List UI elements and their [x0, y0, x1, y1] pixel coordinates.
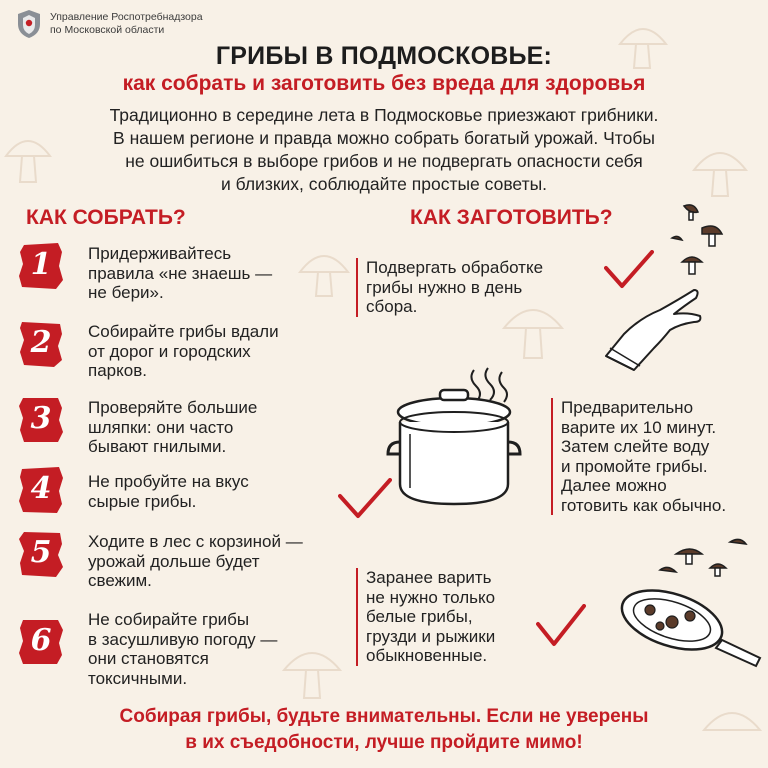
number-badge — [18, 466, 64, 514]
collect-item — [18, 396, 368, 457]
pan-icon — [590, 530, 766, 678]
number-label: 6 — [30, 623, 52, 658]
text-line: Собирайте грибы вдали — [88, 322, 279, 341]
footer-line: Собирая грибы, будьте внимательны. Если не уверены — [119, 706, 649, 727]
emblem-icon — [14, 8, 44, 40]
text-line: готовить как обычно. — [561, 495, 727, 515]
organization-name — [50, 11, 203, 37]
text-line: в засушливую погоду — — [88, 629, 278, 649]
text-line: свежим. — [88, 571, 152, 590]
text-line: Придерживайтесь — [88, 244, 232, 263]
prepare-heading: КАК ЗАГОТОВИТЬ? — [410, 206, 613, 229]
text-line: не нужно только — [366, 587, 496, 607]
text-line: и промойте грибы. — [561, 456, 708, 476]
text-line: бывают гнилыми. — [88, 437, 227, 456]
intro-line: Традиционно в середине лета в Подмосковье приезжают грибники. — [109, 105, 659, 125]
footer-line: в их съедобности, лучше пройдите мимо! — [185, 732, 583, 753]
organization-header — [14, 8, 203, 40]
text-line: Предварительно — [561, 398, 694, 417]
text-line: Заранее варить — [366, 568, 492, 587]
text-line: Не пробуйте на вкус — [88, 472, 249, 491]
number-label: 5 — [30, 535, 52, 570]
number-badge — [18, 242, 64, 290]
text-line: от дорог и городских — [88, 341, 251, 361]
text-line: Подвергать обработке — [366, 258, 544, 277]
text-line: Далее можно — [561, 476, 667, 495]
prepare-block — [551, 398, 726, 515]
number-badge — [18, 396, 64, 444]
text-line: правила «не знаешь — — [88, 263, 273, 283]
collect-item-text — [88, 396, 257, 457]
text-line: Не собирайте грибы — [88, 610, 250, 629]
number-label: 4 — [30, 471, 52, 506]
text-line: Ходите в лес с корзиной — — [88, 532, 303, 551]
hand-icon — [604, 274, 704, 384]
collect-item-text — [88, 320, 279, 381]
text-line: не бери». — [88, 283, 164, 302]
collect-item — [18, 610, 368, 688]
number-label: 2 — [30, 325, 52, 360]
text-line: варите их 10 минут. — [561, 417, 717, 437]
organization-name-line2: по Московской области — [50, 24, 165, 36]
text-line: сырые грибы. — [88, 491, 197, 511]
prepare-block — [356, 568, 495, 666]
text-line: сбора. — [366, 297, 418, 316]
footer-warning — [20, 704, 748, 756]
check-icon — [536, 604, 586, 648]
collect-item — [18, 242, 368, 303]
number-badge — [18, 618, 64, 666]
text-line: они становятся — [88, 649, 209, 668]
number-badge — [18, 320, 64, 368]
text-line: обыкновенные. — [366, 646, 488, 665]
pot-icon — [384, 364, 534, 514]
collect-item-text — [88, 530, 303, 591]
organization-name-line1: Управление Роспотребнадзора — [50, 11, 203, 23]
collect-item — [18, 466, 368, 514]
page-subtitle: как собрать и заготовить без вреда для здоровья — [122, 72, 646, 95]
collect-item-text — [88, 610, 277, 688]
number-label: 1 — [30, 247, 52, 282]
text-line: Затем слейте воду — [561, 437, 710, 456]
collect-heading: КАК СОБРАТЬ? — [26, 206, 186, 229]
page-title: ГРИБЫ В ПОДМОСКОВЬЕ: — [215, 42, 553, 70]
number-badge — [18, 530, 64, 578]
intro-paragraph — [40, 104, 728, 196]
number-label: 3 — [30, 401, 52, 436]
text-line: грибы нужно в день — [366, 277, 523, 297]
text-line: токсичными. — [88, 668, 188, 688]
collect-item — [18, 530, 368, 591]
text-line: парков. — [88, 361, 147, 380]
collect-item — [18, 320, 368, 381]
collect-item-text — [88, 466, 249, 511]
intro-line: В нашем регионе и правда можно собрать богатый урожай. Чтобы — [113, 128, 655, 148]
intro-line: и близких, соблюдайте простые советы. — [220, 174, 548, 194]
collect-item-text — [88, 242, 272, 303]
prepare-block — [356, 258, 543, 317]
text-line: белые грибы, — [366, 607, 473, 626]
text-line: шляпки: они часто — [88, 417, 234, 437]
text-line: урожай дольше будет — [88, 551, 260, 571]
text-line: Проверяйте большие — [88, 398, 258, 417]
text-line: грузди и рыжики — [366, 626, 496, 646]
intro-line: не ошибиться в выборе грибов и не подвергать опасности себя — [125, 151, 643, 171]
